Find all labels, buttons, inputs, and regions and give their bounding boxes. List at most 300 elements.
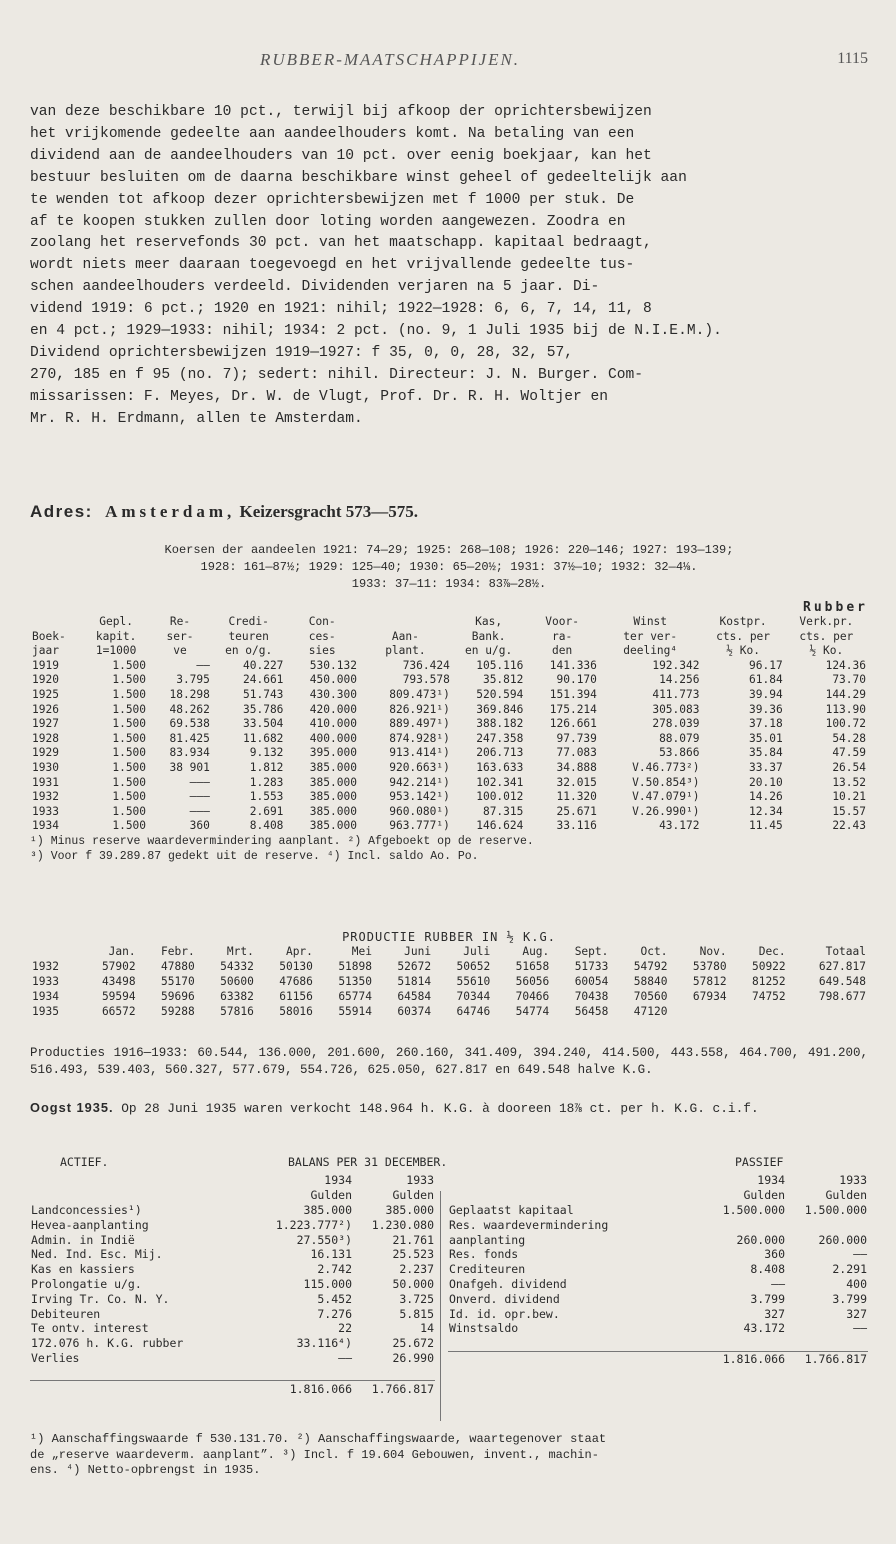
table-cell: 18.298: [169, 687, 210, 701]
table-cell: 53.866: [659, 746, 700, 760]
production-cell: 50652: [456, 960, 491, 973]
balance-row: [448, 1306, 868, 1321]
intro-text: [30, 102, 868, 431]
balance-row: [448, 1262, 868, 1277]
price-line: 1928: 161—87½; 1929: 125—40; 1930: 65—20½; 1931: 37½—10; 1932: 32—4⅛.: [200, 560, 698, 574]
table-cell: 247.358: [476, 731, 524, 745]
table-cell: 1931: [32, 775, 59, 789]
column-divider: [440, 1191, 441, 1421]
unit-cell: Gulden: [825, 1188, 867, 1203]
balance-sheet: [30, 1155, 868, 1396]
table-cell: 146.624: [476, 819, 524, 833]
table-cell: 1.500: [112, 775, 147, 789]
balance-value-1933: 400: [846, 1276, 867, 1291]
table-cell: 25.671: [556, 804, 597, 818]
table-cell: 124.36: [825, 658, 866, 672]
table-cell: 35.84: [749, 746, 783, 760]
table-row: [30, 790, 868, 805]
table-cell: 38 901: [169, 760, 210, 774]
table-cell: 10.21: [832, 790, 866, 804]
balance-item-label: Admin. in Indië: [31, 1232, 135, 1247]
production-cell: 47686: [279, 975, 313, 988]
production-header-cell: Mei: [351, 945, 372, 958]
production-cell: 74752: [751, 990, 786, 1003]
balance-item-label: Te ontv. interest: [31, 1321, 149, 1336]
table-cell: 26.54: [832, 760, 866, 774]
table-cell: 47.59: [832, 746, 866, 760]
table-cell: 450.000: [309, 673, 357, 687]
table-cell: 13.52: [832, 775, 866, 789]
table-cell: 1928: [32, 731, 59, 745]
balance-value-1934: 27.550³): [296, 1232, 352, 1247]
production-cell: 47120: [633, 1005, 668, 1018]
table-cell: 920.663¹): [389, 760, 450, 774]
header-cell: Gepl.: [99, 615, 133, 628]
balance-value-1933: [786, 1217, 868, 1232]
table-cell: 278.039: [652, 717, 700, 731]
spacer-row: [448, 1336, 868, 1351]
balance-item-label: Prolongatie u/g.: [31, 1276, 142, 1291]
table-cell: 360: [189, 819, 210, 833]
balance-value-1934: ——: [338, 1350, 352, 1365]
balance-value-1933: 3.725: [399, 1291, 434, 1306]
balance-value-1934: 260.000: [736, 1232, 785, 1247]
balance-item-label: Geplaatst kapitaal: [449, 1202, 574, 1217]
production-header-cell: Aug.: [522, 945, 550, 958]
production-cell: 51814: [397, 975, 432, 988]
table-cell: 126.661: [549, 717, 597, 731]
table-cell: 736.424: [402, 658, 450, 672]
total-row: [30, 1381, 435, 1396]
production-cell: 55170: [161, 975, 195, 988]
production-cell: 50600: [220, 975, 254, 988]
table-cell: 960.080¹): [389, 804, 450, 818]
balance-value-1933: 260.000: [818, 1232, 867, 1247]
production-header-cell: Dec.: [758, 945, 786, 958]
table-cell: 33.37: [749, 760, 783, 774]
production-header-cell: [30, 944, 79, 959]
passief-label: PASSIEF: [735, 1155, 784, 1169]
table-cell: ———: [189, 790, 210, 804]
harvest-text: Op 28 Juni 1935 waren verkocht 148.964 h. K.G. à dooreen 18⅞ ct. per h. K.G. c.i.f.: [121, 1101, 759, 1116]
harvest-label: Oogst 1935.: [30, 1100, 114, 1115]
balance-title: BALANS PER 31 DECEMBER.: [288, 1155, 448, 1169]
table-cell: 40.227: [243, 658, 284, 672]
balance-value-1933: 5.815: [399, 1306, 434, 1321]
table-cell: 1.283: [249, 775, 284, 789]
intro-line: Mr. R. H. Erdmann, allen te Amsterdam.: [30, 410, 363, 427]
total-row: [448, 1351, 868, 1366]
address-street: Keizersgracht 573—575.: [239, 502, 418, 521]
production-cell: 57902: [101, 960, 136, 973]
table-cell: 35.01: [749, 731, 783, 745]
production-cell: 58016: [279, 1005, 313, 1018]
balance-value-1934: 385.000: [303, 1202, 352, 1217]
header-cell: [30, 615, 84, 630]
table-cell: 1927: [32, 717, 59, 731]
table-cell: 12.34: [749, 804, 783, 818]
balance-value-1934: 22: [338, 1321, 352, 1336]
balance-row: [30, 1262, 435, 1277]
balance-value-1934: 115.000: [303, 1276, 352, 1291]
balance-value-1933: 14: [420, 1321, 434, 1336]
table-cell: 32.015: [556, 775, 597, 789]
balance-value-1933: 2.291: [832, 1262, 867, 1277]
production-cell: 1933: [32, 975, 59, 988]
balance-value-1933: 2.237: [399, 1262, 434, 1277]
production-header-cell: Febr.: [161, 945, 195, 958]
table-cell: 1.812: [249, 760, 284, 774]
production-cell: 649.548: [818, 975, 866, 988]
address-city: Amsterdam,: [105, 502, 236, 521]
balance-value-1933: 385.000: [385, 1202, 434, 1217]
production-cell: 60054: [574, 975, 609, 988]
header-cell: cts. per: [716, 629, 771, 643]
production-cell: 54774: [515, 1005, 550, 1018]
production-cell: 1932: [32, 960, 59, 973]
production-cell: 53780: [692, 960, 727, 973]
intro-line: af te koopen stukken zullen door loting worden aangewezen. Zoodra en: [30, 213, 626, 230]
balance-item-label: Id. id. opr.bew.: [449, 1306, 560, 1321]
balance-row: [30, 1291, 435, 1306]
table-cell: ———: [189, 804, 210, 818]
table-cell: 192.342: [652, 658, 700, 672]
balance-value-1934: 16.131: [310, 1247, 352, 1262]
balance-note: de „reserve waardeverm. aanplant”. ³) Incl. f 19.604 Gebouwen, invent., machin-: [30, 1447, 599, 1462]
table-row: [30, 659, 868, 674]
address-line: [30, 502, 418, 522]
year-cell: 1933: [839, 1173, 867, 1188]
table-cell: 37.18: [749, 717, 783, 731]
balance-value-1934: [704, 1217, 786, 1232]
production-cell: 65774: [338, 990, 372, 1003]
table-cell: 420.000: [309, 702, 357, 716]
production-cell: 51658: [515, 960, 550, 973]
year-cell: 1934: [324, 1173, 352, 1188]
header-cell: en o/g.: [225, 644, 273, 658]
blank-cell: [448, 1351, 704, 1366]
balance-item-label: Ned. Ind. Esc. Mij.: [31, 1247, 163, 1262]
blank-cell: [448, 1336, 704, 1351]
table-cell: 530.132: [309, 658, 357, 672]
table-cell: 1.553: [249, 790, 284, 804]
table-cell: 175.214: [549, 702, 597, 716]
production-cell: 52672: [397, 960, 432, 973]
table-cell: 385.000: [309, 760, 357, 774]
production-header-cell: Oct.: [640, 945, 668, 958]
blank-cell: [448, 1173, 704, 1188]
production-cell: 51733: [574, 960, 609, 973]
balance-item-label: Winstsaldo: [449, 1321, 519, 1336]
table-cell: 69.538: [169, 717, 210, 731]
intro-line: 270, 185 en f 95 (no. 7); sedert: nihil. Directeur: J. N. Burger. Com-: [30, 366, 644, 383]
price-line: Koersen der aandeelen 1921: 74—29; 1925: 268—108; 1926: 220—146; 1927: 193—139;: [164, 543, 734, 557]
table-cell: 90.170: [556, 673, 597, 687]
table-cell: 889.497¹): [389, 717, 450, 731]
unit-cell: Gulden: [310, 1188, 352, 1203]
table-cell: 942.214¹): [389, 775, 450, 789]
balance-value-1934: 1.500.000: [722, 1202, 785, 1217]
balance-item-label: Onverd. dividend: [449, 1291, 560, 1306]
table-cell: 102.341: [476, 775, 524, 789]
table-cell: V.46.773²): [632, 760, 700, 774]
table-cell: 61.84: [749, 673, 783, 687]
table-note: ³) Voor f 39.289.87 gedekt uit de reserve. ⁴) Incl. saldo Ao. Po.: [30, 849, 479, 863]
table-cell: 8.408: [249, 819, 284, 833]
balance-value-1933: 21.761: [392, 1232, 434, 1247]
production-cell: 51350: [338, 975, 372, 988]
production-header-cell: Mrt.: [226, 945, 254, 958]
table-cell: 100.72: [825, 717, 866, 731]
balance-row: [448, 1321, 868, 1336]
production-totals-text: Producties 1916—1933: 60.544, 136.000, 201.600, 260.160, 341.409, 394.240, 414.500, 443.558, 464.700, 491.200, 516.493, 539.403, 560.327, 577.679, 554.726, 625.050, 627.817 en 649.548 halve K.G.: [30, 1046, 868, 1077]
table-cell: 105.116: [476, 658, 524, 672]
production-cell: 63382: [220, 990, 254, 1003]
production-row: [30, 974, 868, 989]
balance-value-1934: 3.799: [750, 1291, 785, 1306]
table-cell: 305.083: [652, 702, 700, 716]
balance-value-1934: 43.172: [743, 1321, 785, 1336]
blank-cell: [30, 1381, 271, 1396]
balance-value-1933: ——: [853, 1321, 867, 1336]
production-cell: 81252: [751, 975, 786, 988]
year-header-row: [448, 1173, 868, 1188]
production-cell: 55914: [338, 1005, 372, 1018]
table-cell: 34.888: [556, 760, 597, 774]
table-cell: 410.000: [309, 717, 357, 731]
intro-line: het vrijkomende gedeelte aan aandeelhouders komt. Na betaling van een: [30, 125, 635, 142]
header-cell: kapit.: [95, 629, 137, 643]
header-cell: Bank.: [471, 629, 506, 643]
table-cell: 1.500: [112, 819, 147, 833]
table-cell: 826.921¹): [389, 702, 450, 716]
intro-line: wordt niets meer daaraan toegevoegd en het vrijvallende gedeelte tus-: [30, 257, 635, 274]
running-title: RUBBER-MAATSCHAPPIJEN.: [260, 50, 521, 69]
harvest-paragraph: [30, 1100, 868, 1117]
table-cell: 385.000: [309, 804, 357, 818]
balance-row: [448, 1247, 868, 1262]
production-cell: [788, 1004, 868, 1019]
table-row: [30, 746, 868, 761]
header-cell: teuren: [228, 629, 269, 643]
table-cell: 1.500: [112, 746, 147, 760]
balance-value-1934: 8.408: [750, 1262, 785, 1277]
table-header-row: [30, 644, 868, 659]
balance-row: [30, 1277, 435, 1292]
table-cell: V.26.990¹): [632, 804, 700, 818]
balance-item-label: aanplanting: [449, 1232, 526, 1247]
table-cell: 1.500: [112, 760, 147, 774]
table-row: [30, 688, 868, 703]
table-notes: [30, 834, 868, 864]
production-cell: 50922: [751, 960, 786, 973]
table-cell: 96.17: [749, 658, 783, 672]
table-cell: 97.739: [556, 731, 597, 745]
header-cell: Con-: [308, 615, 336, 628]
table-cell: 1.500: [112, 673, 147, 687]
production-cell: 70466: [515, 990, 550, 1003]
table-cell: 953.142¹): [389, 790, 450, 804]
table-cell: 411.773: [652, 687, 700, 701]
production-header-cell: Juli: [463, 945, 491, 958]
production-cell: 56056: [515, 975, 550, 988]
balance-value-1933: ——: [853, 1247, 867, 1262]
intro-line: te wenden tot afkoop dezer oprichtersbewijzen met f 1000 per stuk. De: [30, 191, 635, 208]
table-cell: ——: [196, 658, 210, 672]
header-cell: ½ Ko.: [809, 644, 844, 658]
header-cell: Verk.pr.: [799, 615, 854, 628]
production-cell: 66572: [101, 1005, 136, 1018]
table-cell: 809.473¹): [389, 687, 450, 701]
table-cell: 963.777¹): [389, 819, 450, 833]
balance-item-label: Irving Tr. Co. N. Y.: [31, 1291, 170, 1306]
balance-item-label: 172.076 h. K.G. rubber: [31, 1336, 184, 1351]
table-cell: 1.500: [112, 658, 147, 672]
intro-line: zoolang het reservefonds 30 pct. van het maatschapp. kapitaal bedraagt,: [30, 235, 652, 252]
balance-value-1934: 2.742: [317, 1262, 352, 1277]
table-cell: 39.36: [749, 702, 783, 716]
table-cell: 81.425: [169, 731, 210, 745]
header-cell: [359, 615, 452, 630]
financial-table: [30, 615, 868, 834]
table-cell: 430.300: [309, 687, 357, 701]
table-row: [30, 805, 868, 820]
balance-note: ¹) Aanschaffingswaarde f 530.131.70. ²) Aanschaffingswaarde, waartegenover staat: [30, 1432, 607, 1446]
header-cell: cts. per: [799, 629, 854, 643]
production-header-cell: Totaal: [825, 945, 866, 958]
table-cell: 15.57: [832, 804, 866, 818]
production-table: [30, 944, 868, 1019]
balance-row: [30, 1336, 435, 1351]
header-cell: plant.: [385, 644, 426, 658]
table-row: [30, 819, 868, 834]
production-cell: 1935: [32, 1005, 59, 1018]
financial-table-block: [30, 600, 868, 864]
balance-value-1933: 26.990: [392, 1350, 434, 1365]
table-cell: 520.594: [476, 687, 524, 701]
table-cell: 20.10: [749, 775, 783, 789]
header-cell: Boek-: [32, 629, 66, 643]
table-cell: ———: [189, 775, 210, 789]
header-cell: Kas,: [475, 615, 503, 628]
balance-item-label: Hevea-aanplanting: [31, 1217, 149, 1232]
balance-row: [30, 1217, 435, 1232]
total-1934: 1.816.066: [704, 1351, 786, 1366]
table-cell: 3.795: [176, 673, 210, 687]
production-cell: 70560: [633, 990, 668, 1003]
production-cell: 57812: [692, 975, 727, 988]
table-cell: 163.633: [476, 760, 524, 774]
balance-item-label: Onafgeh. dividend: [449, 1276, 567, 1291]
balance-value-1934: 360: [764, 1247, 785, 1262]
balance-value-1934: 5.452: [317, 1291, 352, 1306]
production-cell: 59696: [161, 990, 195, 1003]
balance-row: [30, 1203, 435, 1218]
balance-row: [448, 1277, 868, 1292]
production-cell: 61156: [279, 990, 313, 1003]
table-cell: 33.116: [556, 819, 597, 833]
balance-row: [448, 1217, 868, 1232]
balance-item-label: Kas en kassiers: [31, 1262, 135, 1277]
intro-line: schen aandeelhouders verdeeld. Dividenden verjaren na 5 jaar. Di-: [30, 279, 600, 296]
table-cell: 1925: [32, 687, 59, 701]
table-cell: 1934: [32, 819, 59, 833]
price-line: 1933: 37—11: 1934: 83⅞—28½.: [351, 577, 547, 591]
production-cell: 43498: [101, 975, 136, 988]
table-cell: 141.336: [549, 658, 597, 672]
table-cell: 11.320: [556, 790, 597, 804]
table-cell: 1.500: [112, 687, 147, 701]
table-cell: 1929: [32, 746, 59, 760]
balance-item-label: Debiteuren: [31, 1306, 101, 1321]
header-cell: sies: [308, 644, 336, 658]
production-cell: 55610: [456, 975, 491, 988]
table-cell: 48.262: [169, 702, 210, 716]
table-cell: 206.713: [476, 746, 524, 760]
table-cell: 77.083: [556, 746, 597, 760]
production-row: [30, 959, 868, 974]
table-cell: 1932: [32, 790, 59, 804]
table-cell: 11.45: [749, 819, 783, 833]
header-cell: Kostpr.: [719, 615, 767, 628]
unit-cell: Gulden: [392, 1188, 434, 1203]
table-cell: 22.43: [832, 819, 866, 833]
header-cell: Credi-: [228, 615, 269, 628]
table-cell: 35.786: [243, 702, 284, 716]
table-cell: 144.29: [825, 687, 866, 701]
balance-note: ens. ⁴) Netto-opbrengst in 1935.: [30, 1463, 261, 1477]
table-cell: 39.94: [749, 687, 783, 701]
intro-line: en 4 pct.; 1929—1933: nihil; 1934: 2 pct. (no. 9, 1 Juli 1935 bij de N.I.E.M.).: [30, 323, 722, 340]
table-cell: 385.000: [309, 790, 357, 804]
header-cell: Re-: [169, 615, 191, 628]
production-cell: 54792: [633, 960, 668, 973]
header-cell: jaar: [32, 644, 59, 658]
blank-cell: [30, 1188, 271, 1203]
production-cell: 59594: [101, 990, 136, 1003]
table-cell: 1920: [32, 673, 59, 687]
balance-row: [448, 1291, 868, 1306]
balance-value-1933: 327: [846, 1306, 867, 1321]
table-header-row: [30, 630, 868, 645]
balance-value-1934: 7.276: [317, 1306, 352, 1321]
balance-notes: [30, 1432, 868, 1479]
header-cell: Aan-: [391, 629, 419, 643]
production-cell: 1934: [32, 990, 59, 1003]
table-cell: 874.928¹): [389, 731, 450, 745]
header-cell: ve: [173, 644, 187, 658]
table-cell: V.50.854³): [632, 775, 700, 789]
table-cell: 43.172: [659, 819, 700, 833]
table-note: ¹) Minus reserve waardevermindering aanplant. ²) Afgeboekt op de reserve.: [30, 834, 534, 848]
table-cell: 88.079: [659, 731, 700, 745]
intro-line: missarissen: F. Meyes, Dr. W. de Vlugt, Prof. Dr. R. H. Woltjer en: [30, 388, 609, 405]
table-cell: 73.70: [832, 673, 866, 687]
table-cell: 1.500: [112, 731, 147, 745]
table-cell: 100.012: [476, 790, 524, 804]
header-cell: ra-: [552, 629, 573, 643]
table-cell: 11.682: [243, 731, 284, 745]
production-cell: 67934: [692, 990, 727, 1003]
table-cell: 54.28: [832, 731, 866, 745]
production-header-cell: Sept.: [574, 945, 609, 958]
production-row: [30, 989, 868, 1004]
balance-item-label: Res. fonds: [449, 1247, 519, 1262]
table-row: [30, 717, 868, 732]
table-row: [30, 776, 868, 791]
blank-cell: [448, 1188, 704, 1203]
balance-header: [30, 1155, 868, 1173]
